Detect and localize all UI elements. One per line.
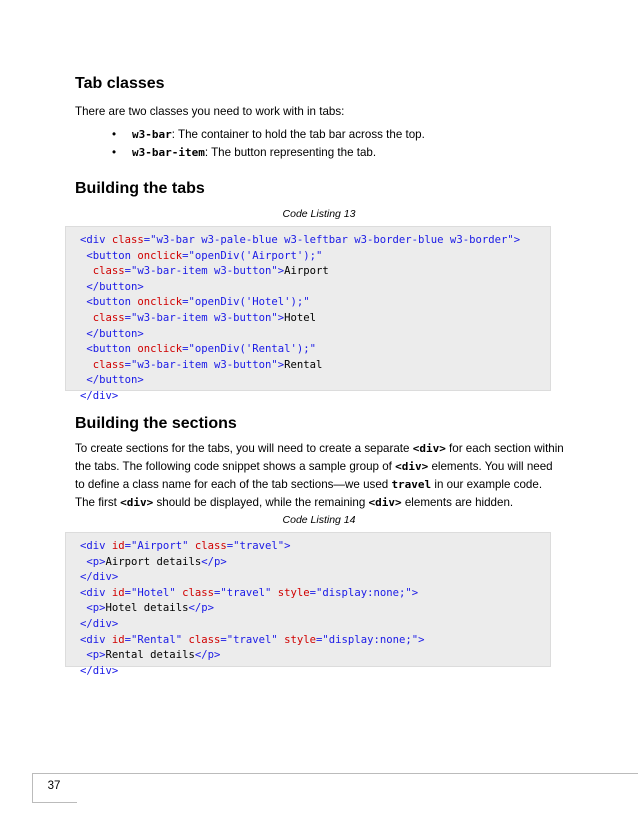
code-token: = — [124, 540, 132, 552]
list-item — [112, 126, 425, 144]
code-token: <div — [80, 633, 112, 646]
code-token: = — [124, 265, 132, 278]
code-listing-caption: Code Listing 14 — [282, 514, 356, 526]
code-token: "travel" — [233, 540, 285, 552]
code-token: = — [220, 633, 227, 646]
code-token: Airport — [284, 265, 329, 278]
code-token: id — [111, 633, 125, 646]
code-line — [80, 570, 550, 586]
inline-code: <div> — [120, 496, 154, 509]
code-token: > — [411, 586, 419, 599]
inline-code: <div> — [395, 460, 429, 473]
code-token: "w3-bar-item w3-button" — [131, 265, 278, 278]
code-token: Rental — [284, 358, 323, 371]
code-token: "w3-bar-item w3-button" — [131, 311, 278, 324]
code-line — [80, 358, 550, 374]
code-token: = — [309, 586, 317, 599]
paragraph-text: elements are hidden. — [401, 496, 514, 509]
code-token: "openDiv('Airport');" — [188, 249, 323, 262]
code-token: onclick — [137, 343, 183, 356]
code-token: </div> — [80, 664, 119, 677]
list-item-text: : The button representing the tab. — [204, 146, 377, 159]
code-token: class — [92, 311, 125, 324]
code-token: Rental details — [105, 649, 195, 662]
code-listing-caption: Code Listing 13 — [282, 208, 356, 220]
inline-code: travel — [391, 478, 432, 491]
code-line — [80, 664, 550, 680]
code-token: <p> — [86, 649, 106, 662]
code-token: "w3-bar-item w3-button" — [131, 358, 278, 371]
code-line — [80, 648, 550, 664]
code-token — [80, 312, 93, 324]
code-token: style — [277, 586, 310, 599]
code-token: "travel" — [226, 633, 285, 646]
code-token: = — [143, 234, 151, 246]
code-line — [80, 295, 550, 311]
list-item — [112, 144, 425, 162]
code-token: class — [188, 633, 221, 646]
code-token — [80, 359, 93, 371]
code-token: <p> — [86, 555, 106, 568]
code-token: onclick — [137, 296, 183, 309]
code-line — [80, 233, 550, 249]
code-token: "openDiv('Hotel');" — [188, 296, 310, 309]
code-token: = — [124, 586, 132, 599]
code-token: <button — [86, 343, 138, 356]
code-token: > — [513, 234, 521, 246]
code-token: = — [124, 311, 132, 324]
code-line — [80, 280, 550, 296]
code-line — [80, 249, 550, 265]
code-token: "travel" — [220, 586, 278, 599]
inline-code: <div> — [412, 442, 446, 455]
paragraph-text: should be displayed, while the remaining — [153, 496, 369, 509]
code-token: = — [182, 296, 189, 309]
code-block-listing-14 — [65, 532, 551, 677]
code-line — [80, 311, 550, 327]
code-token: > — [277, 265, 285, 278]
code-token: = — [213, 586, 221, 599]
code-token: </div> — [80, 571, 119, 584]
code-line — [80, 555, 550, 571]
footer-rule — [76, 773, 638, 774]
code-line — [80, 586, 550, 602]
page-number: 37 — [47, 780, 61, 792]
code-line — [80, 264, 550, 280]
code-token: "display:none;" — [316, 586, 412, 599]
list-item-text: : The container to hold the tab bar across the top. — [171, 128, 425, 141]
code-token: </button> — [86, 327, 144, 340]
paragraph-text: elements. You will need to define a class name for each of the tab sections—we used — [75, 460, 553, 491]
heading-building-sections: Building the sections — [75, 415, 237, 432]
code-token: > — [277, 311, 285, 324]
code-line — [80, 389, 550, 405]
code-token: = — [182, 249, 189, 262]
code-token: style — [284, 633, 317, 646]
code-token: </p> — [188, 602, 214, 615]
code-token — [80, 265, 93, 277]
code-token: > — [284, 540, 291, 552]
heading-tab-classes: Tab classes — [75, 75, 165, 92]
paragraph-text: in our example code. The first — [75, 478, 543, 509]
code-token: class — [111, 234, 144, 246]
code-token: id — [111, 540, 125, 552]
code-token: Airport details — [105, 555, 202, 568]
tab-class-list — [112, 126, 425, 162]
code-token: </button> — [86, 374, 144, 387]
code-line — [80, 539, 550, 555]
code-token: </p> — [201, 555, 227, 568]
code-token: </div> — [80, 389, 119, 402]
code-token: class — [92, 358, 125, 371]
code-token: Hotel details — [105, 602, 189, 615]
code-token: = — [316, 633, 323, 646]
code-line — [80, 327, 550, 343]
paragraph-text: for each section within the tabs. The following code snippet shows a sample group of — [75, 442, 564, 473]
code-line — [80, 342, 550, 358]
code-token: = — [182, 343, 189, 356]
code-token: = — [226, 540, 234, 552]
intro-paragraph: There are two classes you need to work with in tabs: — [75, 105, 345, 118]
code-token: "display:none;" — [322, 633, 419, 646]
sections-paragraph — [75, 440, 565, 512]
paragraph-text: To create sections for the tabs, you will need to create a separate — [75, 442, 413, 455]
code-token: </div> — [80, 617, 119, 630]
code-token: > — [418, 633, 425, 646]
code-token: "w3-bar w3-pale-blue w3-leftbar w3-border-blue w3-border" — [150, 234, 514, 246]
code-token: "Airport" — [131, 540, 195, 552]
code-token: Hotel — [284, 311, 317, 324]
code-token: "Hotel" — [131, 586, 183, 599]
code-token: <div — [80, 586, 112, 599]
code-token: <div — [80, 234, 112, 246]
code-token: = — [124, 633, 132, 646]
code-line — [80, 601, 550, 617]
code-line — [80, 617, 550, 633]
code-block-listing-13 — [65, 226, 551, 402]
code-line — [80, 373, 550, 389]
code-token: <div — [80, 540, 112, 552]
inline-code: w3-bar-item — [132, 146, 205, 159]
code-token: <button — [86, 296, 138, 309]
code-token: <p> — [86, 602, 106, 615]
code-token: > — [277, 358, 285, 371]
code-token: id — [111, 586, 125, 599]
code-token: class — [194, 540, 227, 552]
code-token: = — [124, 358, 132, 371]
code-token: class — [92, 265, 125, 278]
heading-building-tabs: Building the tabs — [75, 180, 205, 197]
inline-code: <div> — [368, 496, 402, 509]
code-token: "Rental" — [131, 633, 189, 646]
code-token: </button> — [86, 280, 144, 293]
code-token: class — [182, 586, 214, 599]
code-token: "openDiv('Rental');" — [188, 343, 317, 356]
code-token: <button — [86, 249, 138, 262]
code-line — [80, 633, 550, 649]
code-token: onclick — [137, 249, 183, 262]
inline-code: w3-bar — [132, 128, 172, 141]
code-token: </p> — [194, 649, 221, 662]
